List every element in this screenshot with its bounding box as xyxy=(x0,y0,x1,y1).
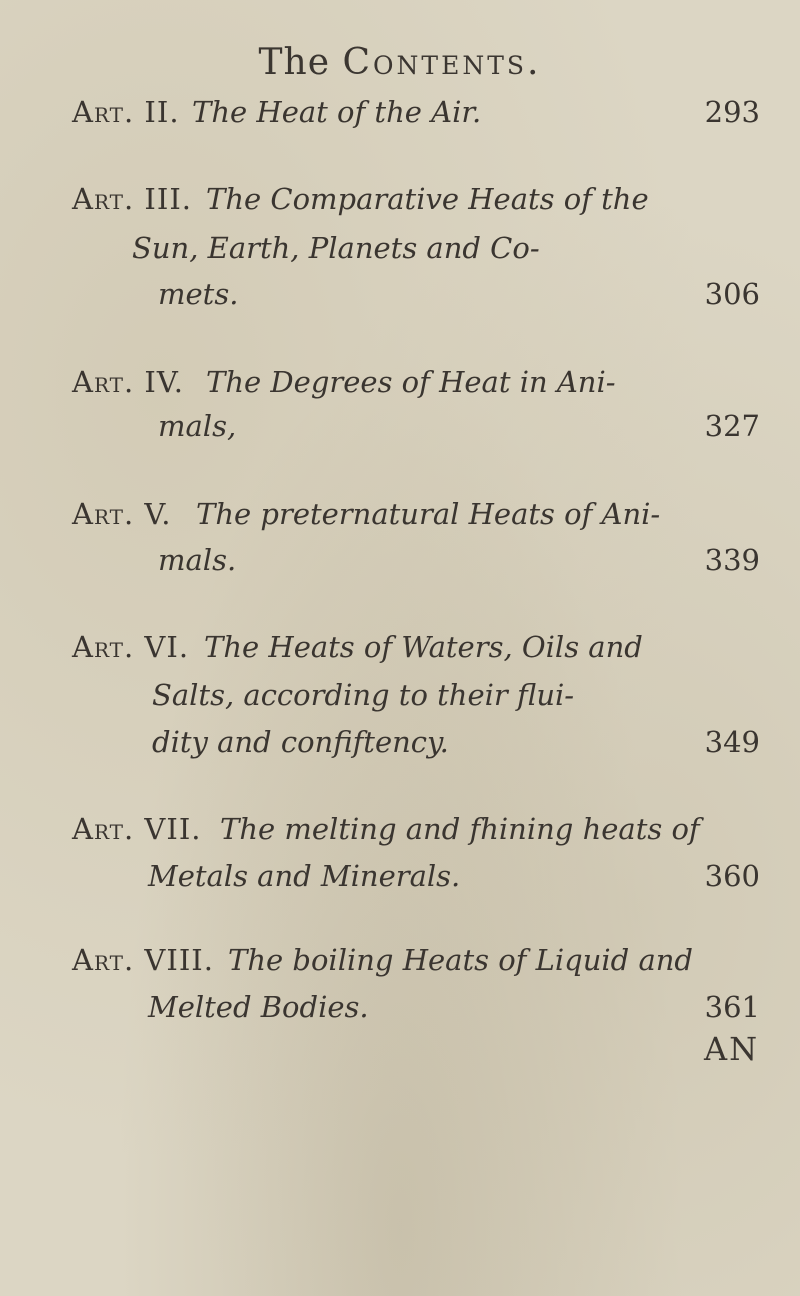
entry-article-label: Art. IV. xyxy=(72,365,184,399)
entry-title-line: mets. xyxy=(158,277,239,311)
entry-page-number: 360 xyxy=(704,859,760,893)
entry-title-line: mals. xyxy=(158,543,237,577)
entry-title-line: The Degrees of Heat in Ani- xyxy=(206,365,616,399)
entry-title-line: The preternatural Heats of Ani- xyxy=(196,497,661,531)
header-word: Contents. xyxy=(342,42,542,83)
entry-article-label: Art. II. xyxy=(72,95,180,129)
entry-article-label: Art. VI. xyxy=(72,630,190,664)
entry-title-line: The Heat of the Air. xyxy=(192,95,482,129)
entry-page-number: 327 xyxy=(704,409,760,443)
entry-page-number: 339 xyxy=(704,543,760,577)
entry-title-line: Melted Bodies. xyxy=(148,990,369,1024)
entry-title-line: mals, xyxy=(158,409,237,443)
header-prefix: The xyxy=(258,42,331,83)
entry-title-line: Metals and Minerals. xyxy=(148,859,461,893)
entry-article-label: Art. VIII. xyxy=(72,943,214,977)
entry-article-label: Art. III. xyxy=(72,182,193,216)
entry-article-label: Art. VII. xyxy=(72,812,202,846)
entry-title-line: Salts, according to their flui- xyxy=(152,678,575,712)
catchword: AN xyxy=(704,1030,760,1068)
entry-title-line: dity and confiftency. xyxy=(152,725,449,759)
entry-title-line: The melting and fhining heats of xyxy=(220,812,700,846)
entry-page-number: 349 xyxy=(704,725,760,759)
page-header xyxy=(0,42,800,83)
entry-page-number: 361 xyxy=(704,990,760,1024)
entry-title-line: The Heats of Waters, Oils and xyxy=(204,630,643,664)
entry-article-label: Art. V. xyxy=(72,497,172,531)
entry-page-number: 306 xyxy=(704,277,760,311)
entry-title-line: The Comparative Heats of the xyxy=(206,182,649,216)
entry-page-number: 293 xyxy=(704,95,760,129)
entry-title-line: The boiling Heats of Liquid and xyxy=(228,943,693,977)
entry-title-line: Sun, Earth, Planets and Co- xyxy=(132,231,540,265)
